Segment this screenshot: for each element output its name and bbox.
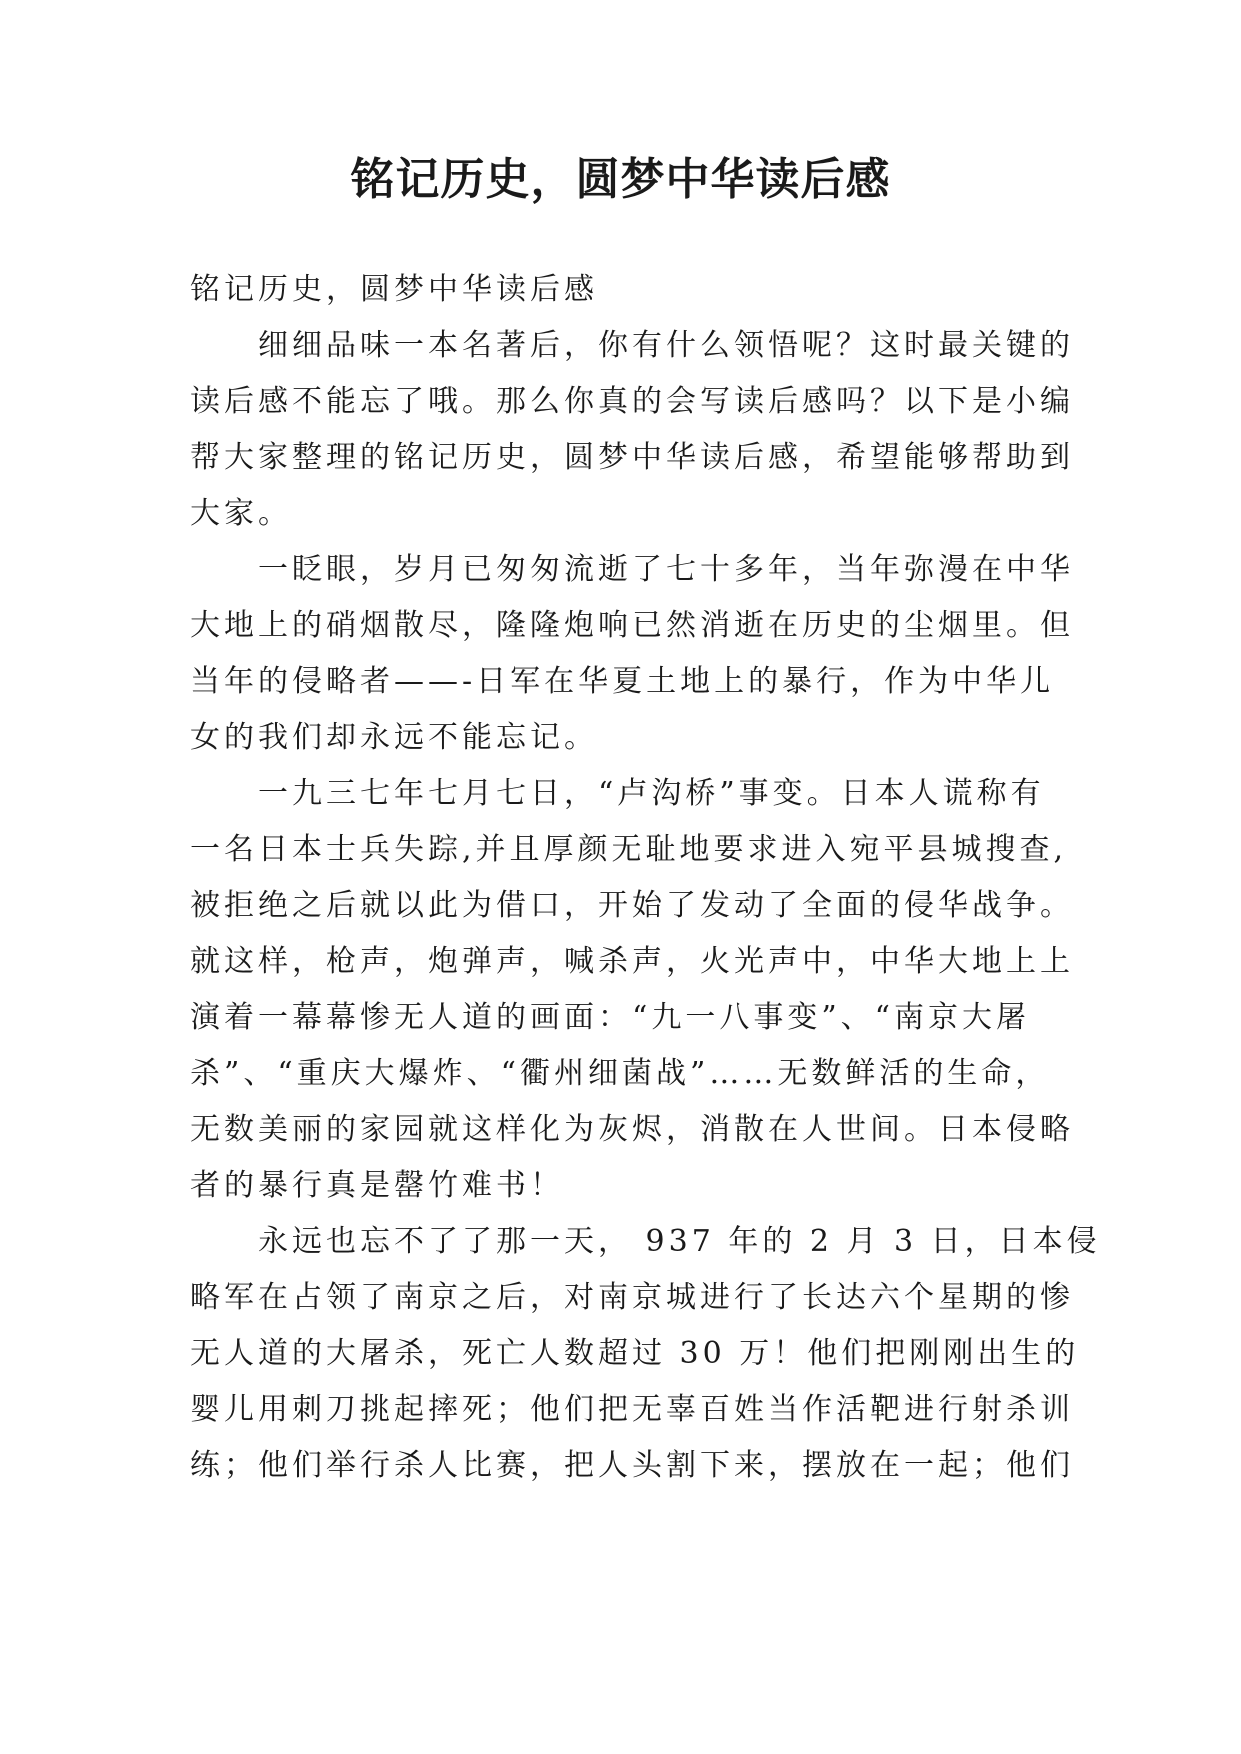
text-line: 当年的侵略者——-日军在华夏土地上的暴行，作为中华儿 — [190, 664, 1055, 699]
text-line: 一眨眼，岁月已匆匆流逝了七十多年，当年弥漫在中华 — [190, 552, 1074, 587]
text-line: 帮大家整理的铭记历史，圆梦中华读后感，希望能够帮助到 — [190, 440, 1074, 475]
text-line: 一名日本士兵失踪,并且厚颜无耻地要求进入宛平县城搜查, — [190, 832, 1068, 867]
text-line: 演着一幕幕惨无人道的画面：“九一八事变”、“南京大屠 — [190, 1000, 1031, 1035]
text-line: 细细品味一本名著后，你有什么领悟呢？这时最关键的 — [190, 328, 1074, 363]
text-line: 大家。 — [190, 496, 292, 531]
text-line: 读后感不能忘了哦。那么你真的会写读后感吗？以下是小编 — [190, 384, 1074, 419]
text-line: 铭记历史，圆梦中华读后感 — [190, 272, 598, 307]
document-title: 铭记历史，圆梦中华读后感 — [350, 154, 891, 205]
text-line: 婴儿用刺刀挑起摔死；他们把无辜百姓当作活靶进行射杀训 — [190, 1392, 1074, 1427]
text-line: 就这样，枪声，炮弹声，喊杀声，火光声中，中华大地上上 — [190, 944, 1074, 979]
document-body — [190, 262, 1101, 1494]
text-line: 一九三七年七月七日，“卢沟桥”事变。日本人谎称有 — [190, 776, 1045, 811]
text-line: 被拒绝之后就以此为借口，开始了发动了全面的侵华战争。 — [190, 888, 1074, 923]
text-line: 无数美丽的家园就这样化为灰烬，消散在人世间。日本侵略 — [190, 1112, 1074, 1147]
text-line: 略军在占领了南京之后，对南京城进行了长达六个星期的惨 — [190, 1280, 1074, 1315]
text-line: 无人道的大屠杀，死亡人数超过 30 万！他们把刚刚出生的 — [190, 1336, 1080, 1371]
text-line: 永远也忘不了了那一天， 937 年的 2 月 3 日，日本侵 — [190, 1224, 1101, 1259]
text-line: 女的我们却永远不能忘记。 — [190, 720, 598, 755]
text-line: 练；他们举行杀人比赛，把人头割下来，摆放在一起；他们 — [190, 1448, 1074, 1483]
text-line: 大地上的硝烟散尽，隆隆炮响已然消逝在历史的尘烟里。但 — [190, 608, 1074, 643]
text-line: 者的暴行真是罄竹难书！ — [190, 1168, 564, 1203]
text-line: 杀”、“重庆大爆炸、“衢州细菌战”……无数鲜活的生命， — [190, 1056, 1050, 1091]
